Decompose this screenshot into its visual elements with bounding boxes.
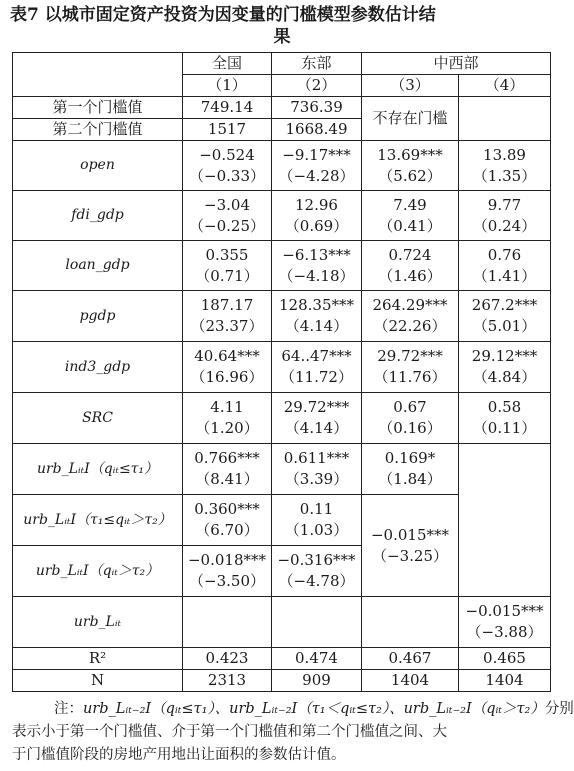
cell (362, 191, 459, 241)
tstat: （1.46） (378, 266, 442, 285)
cell (459, 291, 551, 342)
header-row-groups (13, 53, 551, 75)
row-label-urb-low: urb_LᵢₜI（qᵢₜ≤τ₁） (13, 444, 183, 495)
coef: 7.49 (393, 195, 427, 214)
tstat: （16.96） (190, 368, 264, 386)
table-row (13, 393, 551, 444)
coef: −6.13*** (282, 245, 351, 264)
tstat: （1.20） (195, 419, 259, 437)
r2-c1: 0.423 (183, 648, 272, 670)
no-threshold-c3: 不存在门槛 (362, 97, 459, 141)
cell (459, 241, 551, 291)
tstat: （−0.33） (189, 166, 265, 185)
tstat: （3.39） (284, 470, 349, 488)
r2-c2: 0.474 (272, 648, 362, 670)
coef: 128.35*** (279, 296, 354, 314)
coef: 0.724 (388, 245, 432, 264)
tstat: （11.72） (280, 368, 353, 386)
coef: −3.04 (204, 195, 250, 214)
tstat: （0.24） (472, 216, 537, 235)
cell (183, 495, 272, 546)
tstat: （5.01） (472, 317, 537, 335)
tstat: （4.14） (284, 419, 349, 437)
cell (272, 546, 362, 597)
table-title-line1: 表7 以城市固定资产投资为因变量的门槛模型参数估计结 (10, 5, 436, 25)
note-prefix: 注： (54, 701, 83, 717)
tstat: （4.84） (472, 368, 537, 386)
coef: 267.2*** (471, 296, 538, 314)
cell (459, 393, 551, 444)
coef: −0.316*** (277, 551, 356, 569)
coef: 29.72*** (377, 347, 443, 365)
tstat: （−4.28） (278, 166, 355, 185)
regression-table (12, 52, 551, 692)
cell-empty (272, 597, 362, 648)
cell (362, 241, 459, 291)
table-title-line2: 果 (273, 27, 291, 47)
table-row (13, 342, 551, 393)
header-col1: （1） (183, 75, 272, 97)
cell-empty (459, 444, 551, 597)
tstat: （0.16） (378, 419, 442, 437)
tstat: （23.37） (190, 317, 264, 335)
n-c1: 2313 (183, 670, 272, 692)
first-threshold-c1: 749.14 (183, 97, 272, 119)
cell (183, 291, 272, 342)
table-row (13, 141, 551, 191)
n-label: N (13, 670, 183, 692)
first-threshold-row (13, 97, 551, 119)
coef: 264.29*** (372, 296, 448, 314)
tstat: （11.76） (373, 368, 447, 386)
coef: 4.11 (210, 398, 244, 416)
coef: −9.17*** (282, 145, 351, 164)
r2-row (13, 648, 551, 670)
row-label-pgdp: pgdp (13, 291, 183, 342)
cell (459, 342, 551, 393)
row-label-urb-mid: urb_LᵢₜI（τ₁≤qᵢₜ＞τ₂） (13, 495, 183, 546)
note-line2: 表示小于第一个门槛值、介于第一个门槛值和第二个门槛值之间、大 (12, 724, 447, 740)
coef: 29.12*** (471, 347, 538, 365)
cell (362, 444, 459, 495)
cell (183, 141, 272, 191)
tstat: （4.14） (284, 317, 349, 335)
tstat: （0.41） (378, 216, 442, 235)
cell (272, 291, 362, 342)
tstat: （22.26） (373, 317, 447, 335)
cell-empty (183, 597, 272, 648)
header-col3: （3） (362, 75, 459, 97)
row-label-urb: urb_Lᵢₜ (13, 597, 183, 648)
coef: −0.015*** (465, 602, 544, 620)
table-title (0, 4, 564, 48)
second-threshold-c2: 1668.49 (272, 119, 362, 141)
row-label-src: SRC (13, 393, 183, 444)
n-c3: 1404 (362, 670, 459, 692)
cell (362, 393, 459, 444)
n-c2: 909 (272, 670, 362, 692)
r2-c3: 0.467 (362, 648, 459, 670)
tstat: （0.71） (195, 266, 259, 285)
cell (183, 444, 272, 495)
cell (459, 141, 551, 191)
coef: 13.69*** (377, 145, 443, 164)
coef: 29.72*** (283, 398, 350, 416)
tstat: （0.69） (284, 216, 349, 235)
coef: 0.58 (487, 398, 522, 416)
tstat: （6.70） (195, 521, 259, 539)
cell (459, 597, 551, 648)
header-col4: （4） (459, 75, 551, 97)
coef: 40.64*** (194, 347, 260, 365)
tstat: （−4.18） (278, 266, 355, 285)
coef: 0.766*** (194, 449, 260, 467)
note-formula: urb_Lᵢₜ₋₂I（qᵢₜ≤τ₁）、urb_Lᵢₜ₋₂I（τ₁＜qᵢₜ≤τ₂）、urb_Lᵢₜ₋₂I（qᵢₜ＞τ₂） (83, 701, 545, 717)
coef: 13.89 (483, 145, 526, 164)
tstat: （5.62） (378, 166, 442, 185)
table-row (13, 444, 551, 495)
tstat: （1.41） (472, 266, 537, 285)
row-label-fdi-gdp: fdi_gdp (13, 191, 183, 241)
cell (459, 191, 551, 241)
tstat: （−0.25） (189, 216, 265, 235)
row-label-ind3-gdp: ind3_gdp (13, 342, 183, 393)
cell (272, 495, 362, 546)
cell-empty (362, 597, 459, 648)
header-east: 东部 (272, 53, 362, 75)
first-threshold-c2: 736.39 (272, 97, 362, 119)
note-line1 (12, 698, 574, 721)
tstat: （0.11） (472, 419, 537, 437)
table-row (13, 191, 551, 241)
cell (272, 141, 362, 191)
table-row (13, 241, 551, 291)
tstat: （−3.88） (466, 623, 543, 641)
coef: 0.360*** (194, 500, 260, 518)
cell (272, 444, 362, 495)
cell (272, 393, 362, 444)
coef: 9.77 (487, 195, 522, 214)
n-c4: 1404 (459, 670, 551, 692)
header-midwest: 中西部 (362, 53, 551, 75)
note-suffix: 分别 (544, 701, 574, 717)
coef: 187.17 (200, 296, 254, 314)
second-threshold-label: 第二个门槛值 (13, 119, 183, 141)
tstat: （−4.78） (278, 572, 355, 590)
coef: 0.67 (393, 398, 427, 416)
coef: 64..47*** (281, 347, 352, 365)
row-label-urb-high: urb_LᵢₜI（qᵢₜ＞τ₂） (13, 546, 183, 597)
cell (272, 342, 362, 393)
tstat: （1.35） (472, 166, 537, 185)
cell (183, 191, 272, 241)
cell (272, 241, 362, 291)
r2-c4: 0.465 (459, 648, 551, 670)
coef: 0.76 (487, 245, 522, 264)
tstat: （1.84） (378, 470, 442, 488)
coef: 0.169* (384, 449, 436, 467)
cell (183, 393, 272, 444)
header-national: 全国 (183, 53, 272, 75)
header-corner (13, 53, 183, 97)
coef: 0.611*** (283, 449, 350, 467)
tstat: （8.41） (195, 470, 259, 488)
second-threshold-c1: 1517 (183, 119, 272, 141)
coef: 12.96 (295, 195, 338, 214)
table-row (13, 291, 551, 342)
cell (183, 546, 272, 597)
coef: −0.018*** (187, 551, 266, 569)
tstat: （−3.25） (372, 546, 448, 565)
coef: −0.015*** (370, 525, 449, 544)
cell (272, 191, 362, 241)
n-row (13, 670, 551, 692)
cell-merged (362, 495, 459, 597)
row-label-loan-gdp: loan_gdp (13, 241, 183, 291)
header-col2: （2） (272, 75, 362, 97)
threshold-c4-empty (459, 97, 551, 141)
cell (362, 141, 459, 191)
cell (362, 342, 459, 393)
tstat: （−3.50） (189, 572, 265, 590)
table-row (13, 597, 551, 648)
first-threshold-label: 第一个门槛值 (13, 97, 183, 119)
note-line3: 于门槛值阶段的房地产用地出让面积的参数估计值。 (12, 747, 346, 763)
coef: −0.524 (199, 145, 255, 164)
cell (362, 291, 459, 342)
r2-label: R² (13, 648, 183, 670)
table-note (12, 698, 574, 767)
coef: 0.355 (205, 245, 249, 264)
cell (183, 342, 272, 393)
tstat: （1.03） (284, 521, 349, 539)
row-label-open: open (13, 141, 183, 191)
cell (183, 241, 272, 291)
coef: 0.11 (299, 500, 334, 518)
